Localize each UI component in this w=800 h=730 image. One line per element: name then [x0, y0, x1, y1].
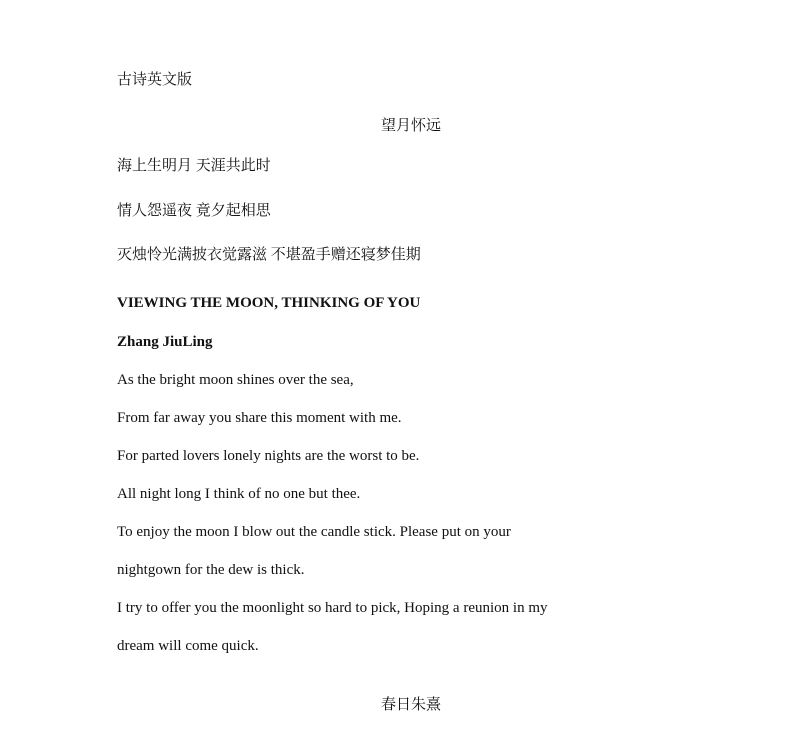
poem-line-english-2: From far away you share this moment with me.	[117, 410, 402, 426]
poem-line-english-7: I try to offer you the moonlight so hard to pick, Hoping a reunion in my	[117, 600, 548, 616]
poem-line-chinese-2: 情人怨遥夜 竟夕起相思	[117, 203, 271, 219]
document-header: 古诗英文版	[117, 72, 193, 88]
poem-line-chinese-3: 灭烛怜光满披衣觉露滋 不堪盈手赠还寝梦佳期	[117, 247, 421, 263]
poem-line-english-6: nightgown for the dew is thick.	[117, 562, 305, 578]
poem-line-english-5: To enjoy the moon I blow out the candle stick. Please put on your	[117, 524, 511, 540]
poem-title-chinese: 望月怀远	[380, 118, 441, 134]
poem-line-english-1: As the bright moon shines over the sea,	[117, 372, 354, 388]
poem-title-english: VIEWING THE MOON, THINKING OF YOU	[117, 295, 421, 311]
second-poem-title-chinese: 春日朱熹	[380, 697, 441, 713]
poem-line-english-8: dream will come quick.	[117, 638, 259, 654]
poem-line-english-4: All night long I think of no one but thee.	[117, 486, 361, 502]
poem-line-english-3: For parted lovers lonely nights are the worst to be.	[117, 448, 420, 464]
poem-line-chinese-1: 海上生明月 天涯共此时	[117, 158, 271, 174]
poem-author-english: Zhang JiuLing	[117, 334, 213, 350]
